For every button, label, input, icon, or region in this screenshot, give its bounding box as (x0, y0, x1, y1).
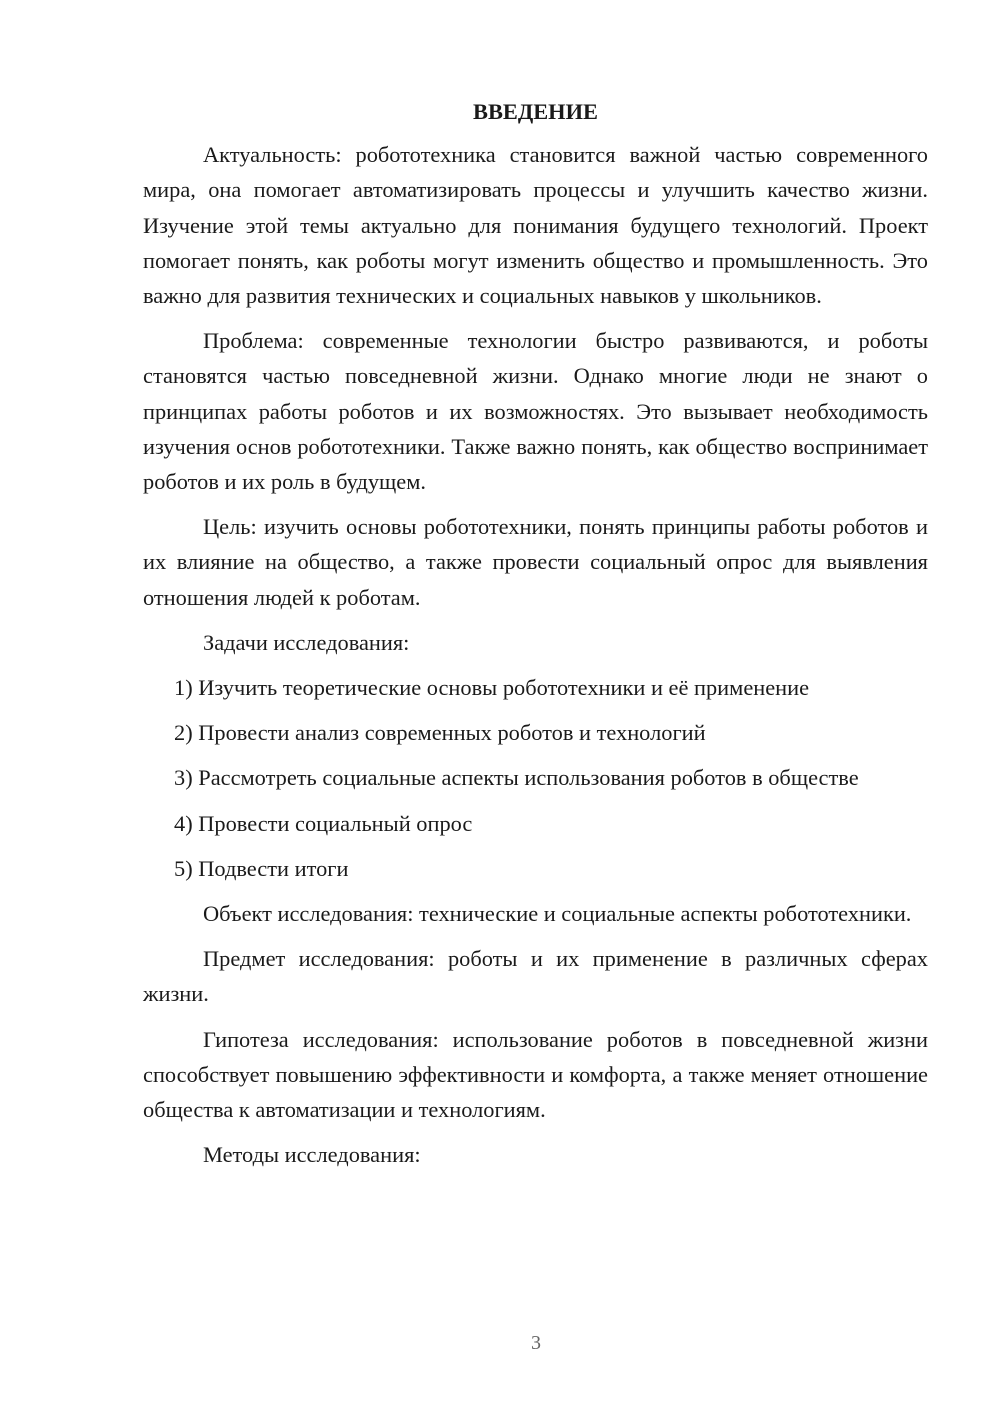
task-item-3: 3) Рассмотреть социальные аспекты использования роботов в обществе (174, 765, 859, 791)
paragraph-methods: Методы исследования: (203, 1142, 421, 1168)
paragraph-object: Объект исследования: технические и социальные аспекты робототехники. (203, 901, 912, 927)
paragraph-hypothesis: Гипотеза исследования: использование роботов в повседневной жизни способствует повышению эффективности и комфорта, а также меняет отношение общества к автоматизации и технологиям. (143, 1026, 928, 1123)
task-item-1: 1) Изучить теоретические основы робототехники и её применение (174, 675, 810, 701)
document-content (143, 94, 928, 1182)
page-number: 3 (531, 1332, 541, 1354)
paragraph-relevance: Актуальность: робототехника становится важной частью современного мира, она помогает автоматизировать процессы и улучшить качество жизни. Изучение этой темы актуально для понимания будущего технологий. Проект помогает понять, как роботы могут изменить общество и промышленность. Это важно для развития технических и социальных навыков у школьников. (143, 142, 928, 309)
section-heading: ВВЕДЕНИЕ (473, 99, 598, 124)
paragraph-problem: Проблема: современные технологии быстро развиваются, и роботы становятся частью повседневной жизни. Однако многие люди не знают о принципах работы роботов и их возможностях. Это вызывает необходимость изучения основ робототехники. Также важно понять, как общество воспринимает роботов и их роль в будущем. (143, 328, 928, 495)
task-item-2: 2) Провести анализ современных роботов и технологий (174, 720, 706, 746)
paragraph-tasks-title: Задачи исследования: (203, 629, 410, 655)
paragraph-goal: Цель: изучить основы робототехники, понять принципы работы роботов и их влияние на общество, а также провести социальный опрос для выявления отношения людей к роботам. (143, 514, 928, 610)
paragraph-subject: Предмет исследования: роботы и их применение в различных сферах жизни. (143, 946, 928, 1007)
task-item-5: 5) Подвести итоги (174, 855, 349, 881)
task-item-4: 4) Провести социальный опрос (174, 810, 473, 836)
